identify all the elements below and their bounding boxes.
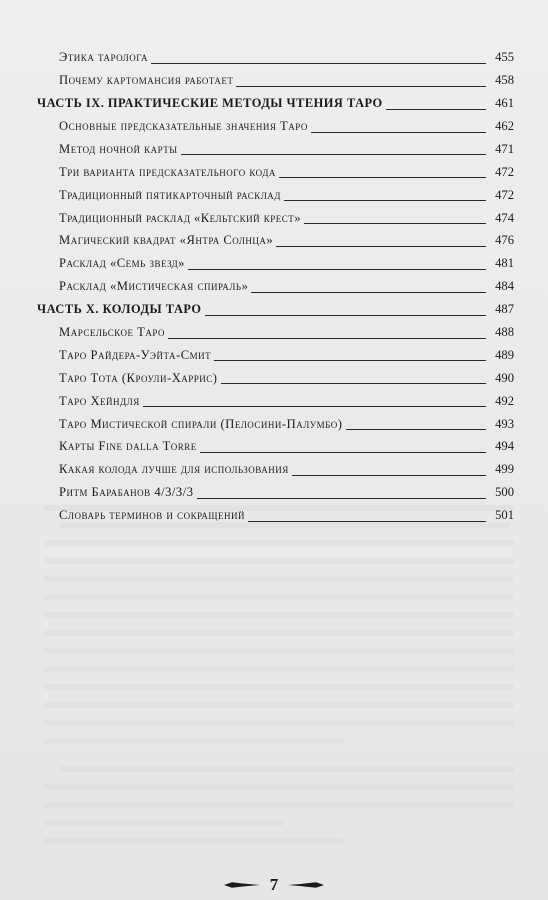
toc-entry-title: Какая колода лучше для использования xyxy=(59,462,289,477)
bleed-through-text xyxy=(44,612,514,618)
leader-line xyxy=(151,63,486,64)
leader-line xyxy=(304,223,486,224)
table-of-contents xyxy=(37,44,514,525)
toc-page-number: 476 xyxy=(495,233,514,248)
toc-page-number: 458 xyxy=(495,73,514,88)
toc-page-number: 488 xyxy=(495,324,514,339)
toc-entry xyxy=(37,158,514,181)
toc-entry-title: Расклад «Семь звезд» xyxy=(59,256,185,271)
bleed-through-text xyxy=(44,684,514,690)
toc-entry-title: Почему картомансия работает xyxy=(59,73,234,88)
bleed-through-text xyxy=(44,648,514,654)
bleed-through-text xyxy=(44,540,514,546)
toc-entry xyxy=(37,502,514,525)
toc-entry xyxy=(37,479,514,502)
leader-line xyxy=(236,86,486,87)
toc-page-number: 487 xyxy=(495,302,514,317)
toc-page-number: 462 xyxy=(495,118,514,133)
toc-page-number: 481 xyxy=(495,256,514,271)
toc-entry-title: Таро Мистической спирали (Пелосини-Палумбо) xyxy=(59,416,343,431)
leader-line xyxy=(143,406,486,407)
toc-entry-title: Таро Тота (Кроули-Харрис) xyxy=(59,370,218,385)
leader-line xyxy=(311,132,486,133)
toc-entry-title: Основные предсказательные значения Таро xyxy=(59,118,308,133)
toc-entry xyxy=(37,204,514,227)
toc-page-number: 489 xyxy=(495,347,514,362)
bleed-through-text xyxy=(44,702,514,708)
toc-entry-title: Три варианта предсказательного кода xyxy=(59,164,276,179)
leader-line xyxy=(386,109,486,110)
toc-page-number: 472 xyxy=(495,187,514,202)
toc-part-heading xyxy=(37,90,514,113)
leader-line xyxy=(292,475,486,476)
bleed-through-text xyxy=(44,576,514,582)
bleed-through-text xyxy=(60,766,514,772)
toc-page-number: 472 xyxy=(495,164,514,179)
toc-entry xyxy=(37,433,514,456)
toc-entry-title: Ритм Барабанов 4/3/3/3 xyxy=(59,485,194,500)
toc-entry xyxy=(37,364,514,387)
leader-line xyxy=(276,246,486,247)
toc-entry xyxy=(37,113,514,136)
page-footer xyxy=(0,876,548,893)
leader-line xyxy=(188,269,486,270)
toc-page-number: 492 xyxy=(495,393,514,408)
toc-entry-title: Карты Fine dalla Torre xyxy=(59,439,197,454)
toc-entry-title: Таро Райдера-Уэйта-Смит xyxy=(59,347,212,362)
toc-entry xyxy=(37,342,514,365)
left-ornament-icon xyxy=(222,881,262,889)
bleed-through-text xyxy=(44,720,514,726)
bleed-through-text xyxy=(44,666,514,672)
bleed-through-text xyxy=(44,838,344,844)
leader-line xyxy=(205,315,486,316)
toc-entry-title: Традиционный расклад «Кельтский крест» xyxy=(59,210,302,225)
toc-entry-title: Метод ночной карты xyxy=(59,141,178,156)
toc-entry xyxy=(37,227,514,250)
toc-entry xyxy=(37,319,514,342)
toc-page-number: 501 xyxy=(495,508,514,523)
toc-entry-title: Таро Хейндля xyxy=(59,393,140,408)
leader-line xyxy=(181,154,486,155)
bleed-through-text xyxy=(44,594,514,600)
leader-line xyxy=(214,360,486,361)
leader-line xyxy=(279,177,486,178)
toc-page-number: 474 xyxy=(495,210,514,225)
bleed-through-text xyxy=(44,738,344,744)
bleed-through-text xyxy=(44,802,514,808)
toc-entry-title: Традиционный пятикарточный расклад xyxy=(59,187,281,202)
leader-line xyxy=(284,200,486,201)
leader-line xyxy=(221,383,486,384)
toc-page-number: 455 xyxy=(495,50,514,65)
leader-line xyxy=(200,452,486,453)
leader-line xyxy=(251,292,486,293)
bleed-through-text xyxy=(44,784,514,790)
toc-part-heading xyxy=(37,296,514,319)
page-number: 7 xyxy=(269,875,279,894)
toc-page-number: 493 xyxy=(495,416,514,431)
bleed-through-text xyxy=(44,820,284,826)
toc-entry xyxy=(37,456,514,479)
bleed-through-text xyxy=(44,630,514,636)
toc-page-number: 461 xyxy=(495,96,514,111)
toc-entry-title: Этика таролога xyxy=(59,50,149,65)
leader-line xyxy=(168,338,486,339)
toc-entry xyxy=(37,44,514,67)
toc-entry xyxy=(37,181,514,204)
toc-page-number: 484 xyxy=(495,279,514,294)
leader-line xyxy=(248,521,486,522)
toc-entry-title: ЧАСТЬ IX. ПРАКТИЧЕСКИЕ МЕТОДЫ ЧТЕНИЯ ТАРО xyxy=(37,96,383,111)
toc-page-number: 500 xyxy=(495,485,514,500)
toc-page-number: 471 xyxy=(495,141,514,156)
toc-entry xyxy=(37,250,514,273)
toc-entry-title: Марсельское Таро xyxy=(59,324,165,339)
leader-line xyxy=(346,429,487,430)
toc-entry xyxy=(37,136,514,159)
toc-entry xyxy=(37,67,514,90)
toc-entry xyxy=(37,273,514,296)
right-ornament-icon xyxy=(286,881,326,889)
toc-page-number: 490 xyxy=(495,370,514,385)
toc-entry-title: Словарь терминов и сокращений xyxy=(59,508,245,523)
bleed-through-text xyxy=(44,558,514,564)
toc-entry-title: Магический квадрат «Янтра Солнца» xyxy=(59,233,274,248)
toc-entry-title: ЧАСТЬ X. КОЛОДЫ ТАРО xyxy=(37,302,202,317)
toc-page-number: 494 xyxy=(495,439,514,454)
toc-page-number: 499 xyxy=(495,462,514,477)
toc-entry xyxy=(37,387,514,410)
toc-entry xyxy=(37,410,514,433)
leader-line xyxy=(197,498,486,499)
toc-entry-title: Расклад «Мистическая спираль» xyxy=(59,279,249,294)
